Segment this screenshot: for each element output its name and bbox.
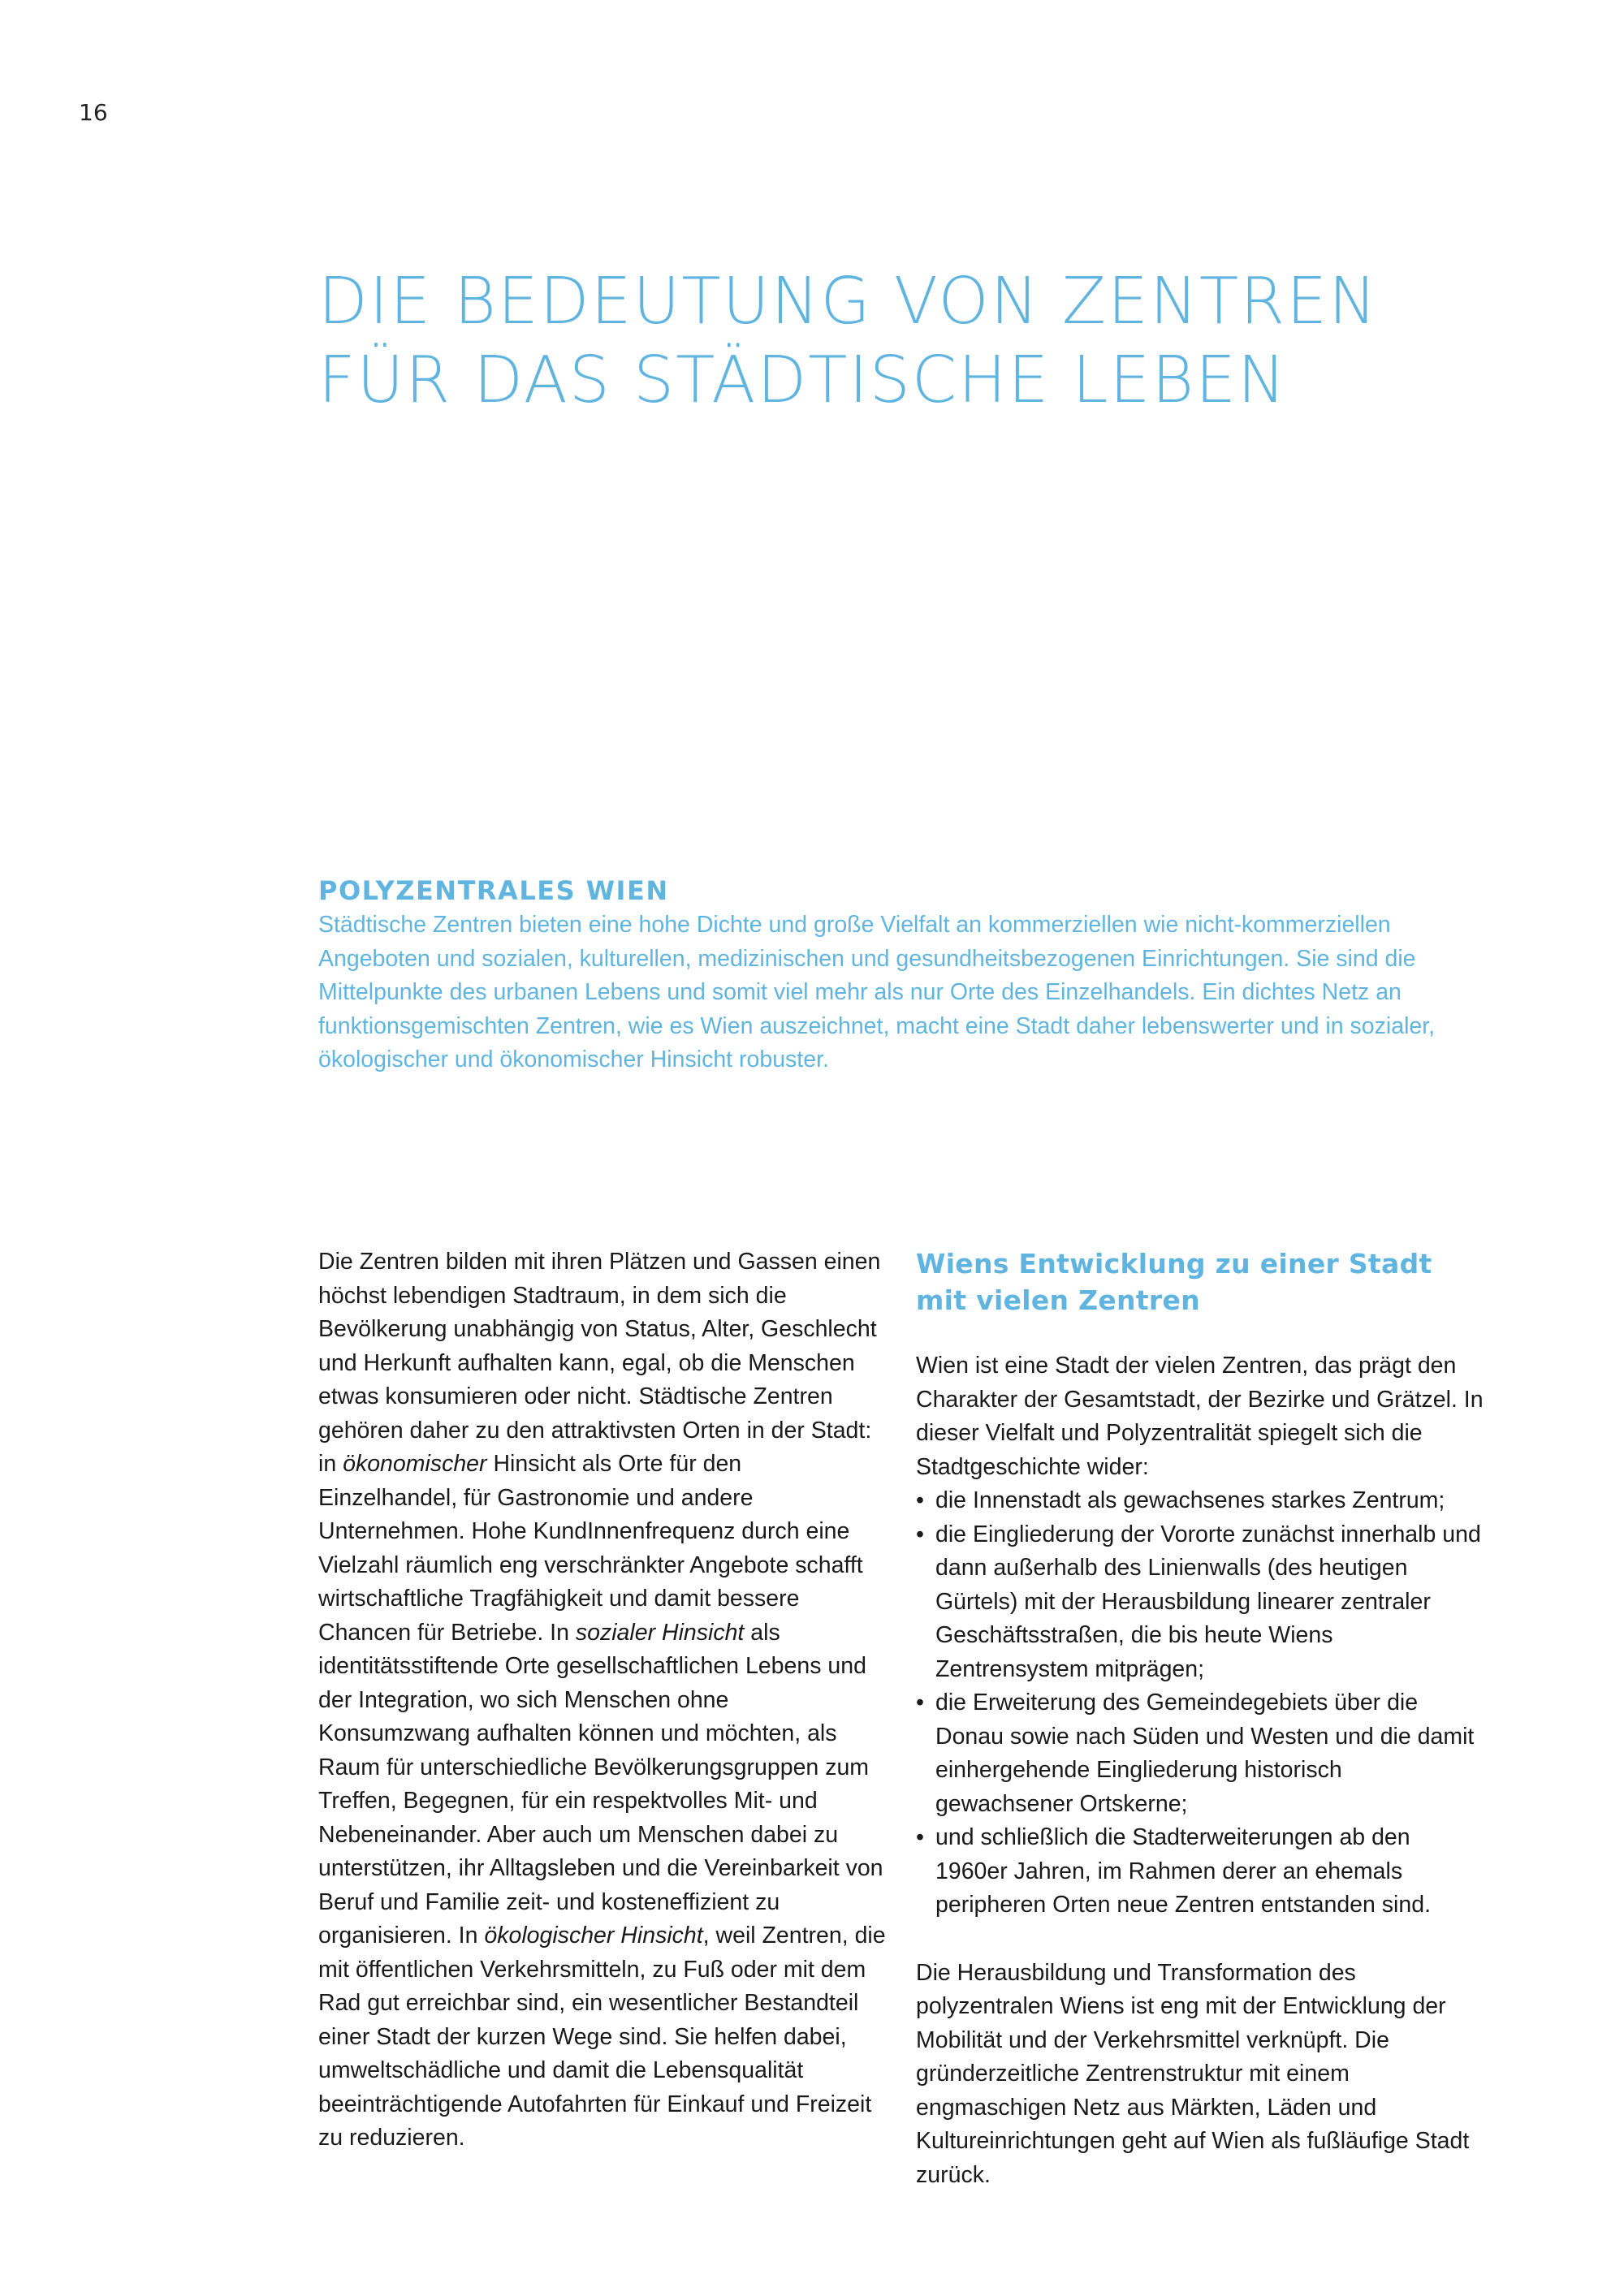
bullet-icon: • bbox=[916, 1690, 924, 1716]
page-title-line-2: FÜR DAS STÄDTISCHE LEBEN bbox=[318, 343, 1288, 417]
page-number: 16 bbox=[79, 99, 108, 126]
page-title bbox=[318, 262, 1455, 420]
right-intro-paragraph: Wien ist eine Stadt der vielen Zentren, das prägt den Charakter der Gesamtstadt, der Bezirke und Grätzel. In dieser Vielfalt und Polyzentralität spiegelt sich die Stadtgeschichte wider: bbox=[916, 1353, 1484, 1480]
right-closing-paragraph: Die Herausbildung und Transformation des polyzentralen Wiens ist eng mit der Entwicklung der Mobilität und der Verkehrsmittel verknüpft. Die gründerzeitliche Zentrenstruktur mit einem engmaschigen Netz aus Märkten, Läden und Kultureinrichtungen geht auf Wien als fußläufige Stadt zurück. bbox=[916, 1959, 1470, 2188]
right-column bbox=[916, 1245, 1484, 2192]
page-title-line-1: DIE BEDEUTUNG VON ZENTREN bbox=[318, 264, 1379, 339]
section-heading: Wiens Entwicklung zu einer Stadt mit vielen Zentren bbox=[916, 1248, 1432, 1316]
bullet-icon: • bbox=[916, 1487, 924, 1513]
intro-section bbox=[318, 873, 1488, 1077]
list-item-text: die Innenstadt als gewachsenes starkes Zentrum; bbox=[935, 1487, 1445, 1513]
bullet-list bbox=[916, 1484, 1484, 1923]
bullet-icon: • bbox=[916, 1521, 924, 1547]
left-text-2: Hinsicht als Orte für den Einzelhandel, für Gastronomie und andere Unternehmen. Hohe KundInnenfrequenz durch eine Vielzahl räumlich eng verschränkter Angebote schafft wirtschaftliche Tragfähigkeit und damit bessere Chancen für Betriebe. In bbox=[318, 1451, 863, 1646]
list-item-text: die Erweiterung des Gemeindegebiets über die Donau sowie nach Süden und Westen und die damit einhergehende Eingliederung historisch gewachsener Ortskerne; bbox=[935, 1690, 1475, 1817]
left-emphasis-2: sozialer Hinsicht bbox=[575, 1619, 745, 1646]
left-text-1: Die Zentren bilden mit ihren Plätzen und Gassen einen höchst lebendigen Stadtraum, in dem sich die Bevölkerung unabhängig von Status, Alter, Geschlecht und Herkunft aufhalten kann, egal, ob die Menschen etwas konsumieren oder nicht. Städtische Zentren gehören daher zu den attraktivsten Orten in der Stadt: in bbox=[318, 1249, 881, 1477]
left-text-4: , weil Zentren, die mit öffentlichen Verkehrsmitteln, zu Fuß oder mit dem Rad gut erreichbar sind, ein wesentlicher Bestandteil einer Stadt der kurzen Wege sind. Sie helfen dabei, umweltschädliche und damit die Lebensqualität beeinträchtigende Autofahrten für Einkauf und Freizeit zu reduzieren. bbox=[318, 1923, 886, 2151]
list-item bbox=[916, 1484, 1484, 1518]
intro-heading: POLYZENTRALES WIEN bbox=[318, 875, 669, 906]
list-item bbox=[916, 1518, 1484, 1687]
list-item bbox=[916, 1821, 1484, 1923]
intro-text: Städtische Zentren bieten eine hohe Dichte und große Vielfalt an kommerziellen wie nicht-kommerziellen Angeboten und sozialen, kulturellen, medizinischen und gesundheitsbezogenen Einrichtungen. Sie sind die Mittelpunkte des urbanen Lebens und somit viel mehr als nur Orte des Einzelhandels. Ein dichtes Netz an funktionsgemischten Zentren, wie es Wien auszeichnet, macht eine Stadt daher lebenswerter und in sozialer, ökologischer und ökonomischer Hinsicht robuster. bbox=[318, 912, 1436, 1072]
left-text-3: als identitätsstiftende Orte gesellschaftlichen Lebens und der Integration, wo sich Menschen ohne Konsumzwang aufhalten können und möchten, als Raum für unterschiedliche Bevölkerungsgruppen zum Treffen, Begegnen, für ein respektvolles Mit- und Nebeneinander. Aber auch um Menschen dabei zu unterstützen, ihr Alltagsleben und die Vereinbarkeit von Beruf und Familie zeit- und kosteneffizient zu organisieren. In bbox=[318, 1619, 883, 1949]
list-item-text: die Eingliederung der Vororte zunächst innerhalb und dann außerhalb des Linienwalls (des heutigen Gürtels) mit der Herausbildung linearer zentraler Geschäftsstraßen, die bis heute Wiens Zentrensystem mitprägen; bbox=[935, 1521, 1481, 1682]
list-item bbox=[916, 1686, 1484, 1821]
left-emphasis-3: ökologischer Hinsicht bbox=[484, 1923, 703, 1949]
bullet-icon: • bbox=[916, 1824, 924, 1850]
left-emphasis-1: ökonomischer bbox=[343, 1451, 487, 1477]
list-item-text: und schließlich die Stadterweiterungen ab den 1960er Jahren, im Rahmen derer an ehemals peripheren Orten neue Zentren entstanden sind. bbox=[935, 1824, 1431, 1918]
left-column bbox=[318, 1245, 887, 2156]
left-column-paragraph bbox=[318, 1245, 887, 2156]
